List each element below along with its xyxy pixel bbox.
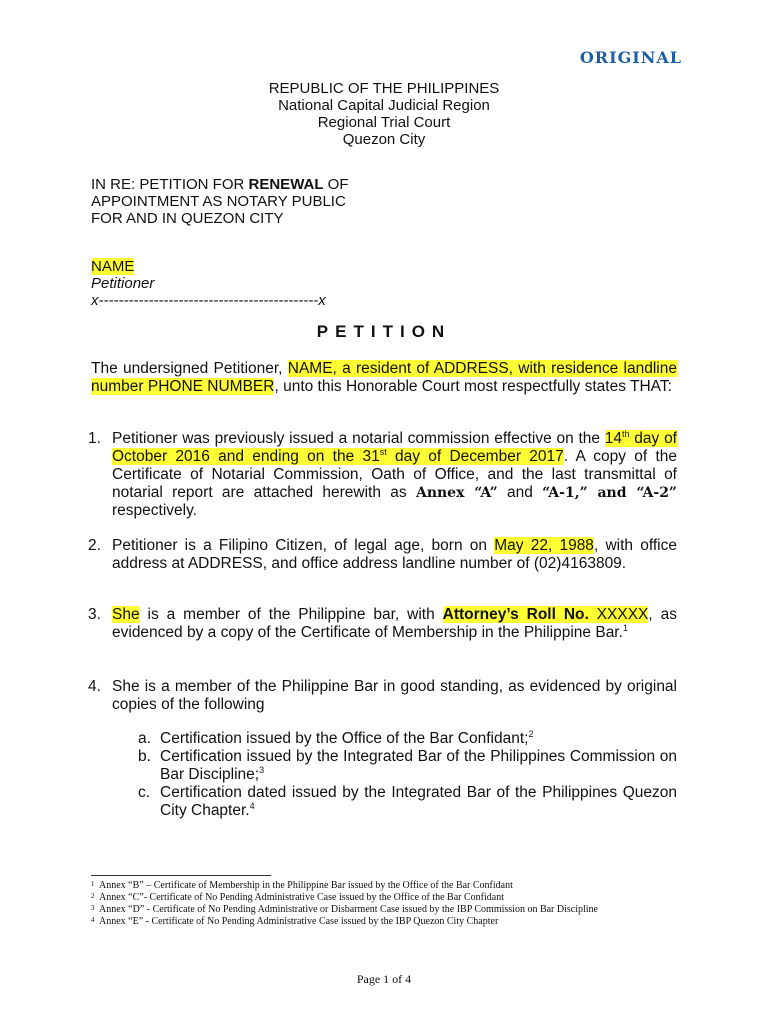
case-caption (91, 176, 349, 227)
pronoun-she: She (112, 606, 140, 623)
footnote-4: 4 Annex “E” - Certificate of No Pending Administrative Case issued by the IBP Quezon City Chapter (91, 916, 499, 927)
item1-date-1: 14th day of October 2016 and ending on the 31st day of December 2017 (112, 428, 677, 465)
sub-item-c-text: Certification dated issued by the Integrated Bar of the Philippines Quezon City Chapter. (160, 784, 677, 819)
annex-a: Annex “A” (415, 485, 498, 501)
sub-item-b-text: Certification issued by the Integrated Bar of the Philippines Commission on Bar Discipline; (160, 748, 677, 783)
caption-line-2: APPOINTMENT AS NOTARY PUBLIC (91, 193, 346, 210)
item3-text-1: is a member of the Philippine bar, with (139, 606, 443, 623)
item2-text-2: , with office address at ADDRESS, and office address landline number of (02)4163809. (112, 537, 677, 572)
court-line: Regional Trial Court (317, 114, 451, 131)
document-title: PETITION (316, 322, 452, 341)
item1-and: and (497, 484, 543, 501)
footnote-ref-4: 4 (249, 800, 255, 811)
list-item-4 (88, 678, 677, 714)
item1-text-3: respectively. (112, 502, 197, 519)
footnote-ref-1: 1 (622, 622, 628, 633)
sub-item-letter: b. (138, 748, 151, 765)
sub-item-letter: c. (138, 784, 151, 801)
intro-lead: The undersigned Petitioner, (91, 360, 288, 377)
item-number: 1. (88, 430, 101, 447)
item-number: 4. (88, 678, 101, 695)
sub-item-letter: a. (138, 730, 151, 747)
footnotes (91, 880, 681, 928)
city-line: Quezon City (342, 131, 426, 148)
page-number: Page 1 of 4 (356, 972, 412, 986)
item-number: 2. (88, 537, 101, 554)
sub-item-a-text: Certification issued by the Office of the Bar Confidant; (160, 730, 529, 747)
petitioner-role: Petitioner (91, 275, 155, 292)
region-line: National Capital Judicial Region (278, 97, 490, 114)
list-item-3 (88, 606, 678, 642)
petitioner-name: NAME (91, 258, 135, 275)
caption-separator: x--------------------------------------------x (91, 292, 326, 309)
footnote-1: 1 Annex “B” – Certificate of Membership in the Philippine Bar issued by the Office of the Bar Confidant (91, 880, 513, 891)
footnote-ref-3: 3 (259, 764, 265, 775)
item3-text-2: , as evidenced by a copy of the Certificate of Membership in the Philippine Bar. (112, 606, 678, 641)
item2-text-1: Petitioner is a Filipino Citizen, of legal age, born on (112, 537, 495, 554)
sub-item-c (138, 784, 677, 820)
annex-a1-a2: “A-1,” and “A-2” (542, 485, 677, 501)
caption-renewal: RENEWAL (248, 176, 324, 193)
item4-text: She is a member of the Philippine Bar in good standing, as evidenced by original copies of the following (112, 678, 677, 713)
list-item-2 (88, 537, 677, 573)
caption-line-1 (91, 176, 349, 193)
intro-tail: , unto this Honorable Court most respectfully states THAT: (274, 378, 672, 395)
birth-date: May 22, 1988 (494, 537, 594, 554)
court-header (0, 80, 768, 148)
sub-item-a (138, 728, 677, 748)
party-block (91, 258, 326, 309)
item1-text-1: Petitioner was previously issued a notarial commission effective on the (112, 430, 605, 447)
footnote-3: 3 Annex “D” - Certificate of No Pending Administrative or Disbarment Case issued by the IBP Commission on Bar Discipline (91, 904, 598, 915)
item1-text-2: . A copy of the Certificate of Notarial Commission, Oath of Office, and the last transmittal of notarial report are attached herewith as (112, 448, 678, 501)
footnote-2: 2 Annex “C”- Certificate of No Pending Administrative Case issued by the Office of the Bar Confidant (91, 892, 504, 903)
intro-highlight: NAME, a resident of ADDRESS, with residence landline number PHONE NUMBER (91, 360, 677, 395)
caption-suffix: OF (323, 176, 349, 193)
caption-prefix: IN RE: PETITION FOR (91, 176, 249, 193)
original-stamp: ORIGINAL (579, 48, 682, 67)
republic-line: REPUBLIC OF THE PHILIPPINES (268, 80, 500, 97)
roll-number: Attorney’s Roll No. XXXXX (442, 606, 649, 623)
caption-line-3: FOR AND IN QUEZON CITY (91, 210, 284, 227)
footnote-ref-2: 2 (528, 728, 534, 739)
list-item-1 (88, 428, 678, 520)
intro-paragraph (91, 360, 677, 396)
footnote-divider (91, 875, 271, 876)
sub-item-b (138, 748, 677, 784)
item-number: 3. (88, 606, 101, 623)
